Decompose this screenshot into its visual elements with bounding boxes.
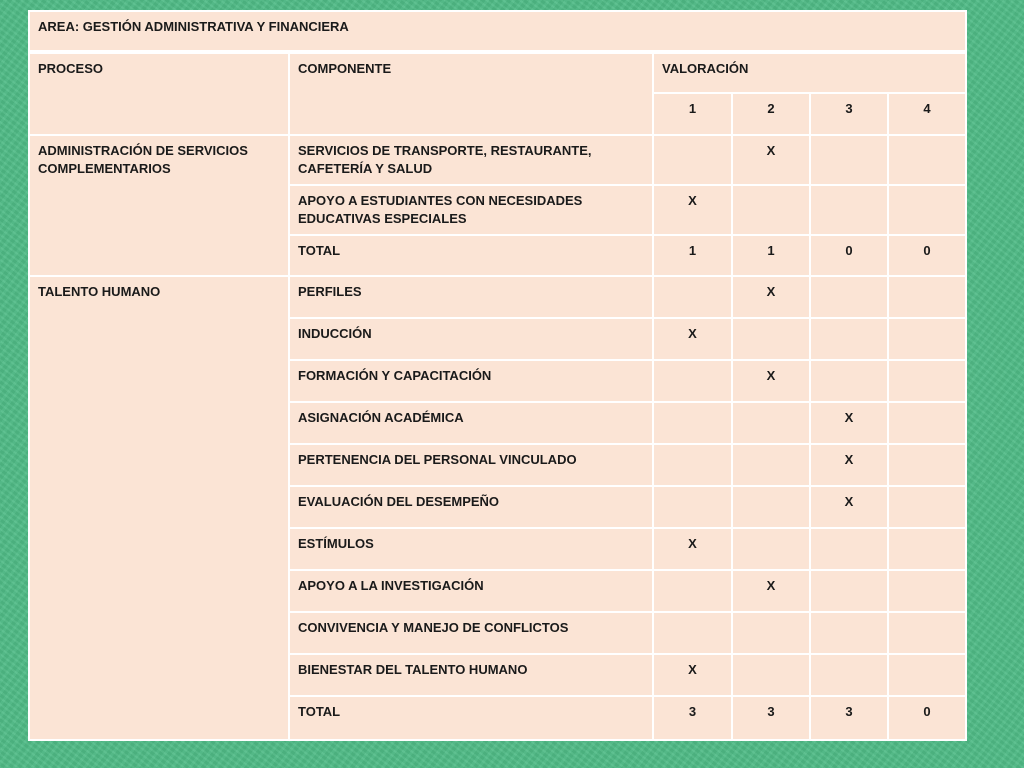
header-proceso: PROCESO — [29, 52, 289, 135]
mark-cell: X — [810, 402, 888, 444]
mark-cell — [653, 570, 732, 612]
total-value: 0 — [810, 235, 888, 276]
componente-cell: CONVIVENCIA Y MANEJO DE CONFLICTOS — [289, 612, 653, 654]
total-value: 0 — [888, 696, 966, 740]
proceso-cell: TALENTO HUMANO — [29, 276, 289, 740]
mark-cell — [653, 402, 732, 444]
mark-cell: X — [653, 528, 732, 570]
mark-cell — [653, 276, 732, 318]
mark-cell — [732, 185, 810, 235]
componente-cell: INDUCCIÓN — [289, 318, 653, 360]
mark-cell — [810, 318, 888, 360]
componente-cell: APOYO A ESTUDIANTES CON NECESIDADES EDUCATIVAS ESPECIALES — [289, 185, 653, 235]
mark-cell — [888, 612, 966, 654]
total-value: 1 — [653, 235, 732, 276]
componente-cell: PERFILES — [289, 276, 653, 318]
mark-cell — [732, 612, 810, 654]
mark-cell — [810, 654, 888, 696]
mark-cell — [888, 360, 966, 402]
componente-cell: FORMACIÓN Y CAPACITACIÓN — [289, 360, 653, 402]
area-title: AREA: GESTIÓN ADMINISTRATIVA Y FINANCIERA — [29, 11, 966, 52]
total-value: 3 — [732, 696, 810, 740]
mark-cell — [888, 444, 966, 486]
mark-cell — [732, 528, 810, 570]
mark-cell — [888, 486, 966, 528]
componente-cell: ESTÍMULOS — [289, 528, 653, 570]
mark-cell — [810, 528, 888, 570]
componente-cell: SERVICIOS DE TRANSPORTE, RESTAURANTE, CAFETERÍA Y SALUD — [289, 135, 653, 185]
header-level-4: 4 — [888, 93, 966, 135]
total-value: 3 — [653, 696, 732, 740]
mark-cell — [810, 135, 888, 185]
header-componente: COMPONENTE — [289, 52, 653, 135]
mark-cell: X — [732, 276, 810, 318]
mark-cell — [888, 570, 966, 612]
header-level-2: 2 — [732, 93, 810, 135]
mark-cell: X — [732, 360, 810, 402]
componente-cell: BIENESTAR DEL TALENTO HUMANO — [289, 654, 653, 696]
mark-cell — [732, 444, 810, 486]
componente-cell: APOYO A LA INVESTIGACIÓN — [289, 570, 653, 612]
mark-cell — [653, 486, 732, 528]
mark-cell — [888, 185, 966, 235]
mark-cell — [732, 402, 810, 444]
header-valoracion: VALORACIÓN — [653, 52, 966, 93]
mark-cell — [810, 185, 888, 235]
mark-cell — [653, 360, 732, 402]
total-value: 3 — [810, 696, 888, 740]
total-label: TOTAL — [289, 696, 653, 740]
mark-cell — [810, 276, 888, 318]
mark-cell — [888, 402, 966, 444]
mark-cell — [732, 486, 810, 528]
mark-cell — [888, 528, 966, 570]
mark-cell — [810, 360, 888, 402]
mark-cell: X — [653, 318, 732, 360]
mark-cell: X — [810, 486, 888, 528]
mark-cell — [653, 444, 732, 486]
mark-cell: X — [732, 135, 810, 185]
header-level-1: 1 — [653, 93, 732, 135]
mark-cell: X — [732, 570, 810, 612]
mark-cell — [810, 570, 888, 612]
evaluation-table — [28, 10, 967, 741]
mark-cell — [888, 318, 966, 360]
mark-cell: X — [653, 185, 732, 235]
proceso-cell: ADMINISTRACIÓN DE SERVICIOS COMPLEMENTARIOS — [29, 135, 289, 276]
mark-cell — [810, 612, 888, 654]
mark-cell — [888, 276, 966, 318]
componente-cell: EVALUACIÓN DEL DESEMPEÑO — [289, 486, 653, 528]
total-value: 1 — [732, 235, 810, 276]
componente-cell: PERTENENCIA DEL PERSONAL VINCULADO — [289, 444, 653, 486]
total-value: 0 — [888, 235, 966, 276]
total-label: TOTAL — [289, 235, 653, 276]
header-level-3: 3 — [810, 93, 888, 135]
componente-cell: ASIGNACIÓN ACADÉMICA — [289, 402, 653, 444]
mark-cell — [732, 654, 810, 696]
mark-cell — [653, 612, 732, 654]
mark-cell — [653, 135, 732, 185]
mark-cell — [888, 135, 966, 185]
mark-cell: X — [810, 444, 888, 486]
mark-cell — [732, 318, 810, 360]
mark-cell: X — [653, 654, 732, 696]
mark-cell — [888, 654, 966, 696]
